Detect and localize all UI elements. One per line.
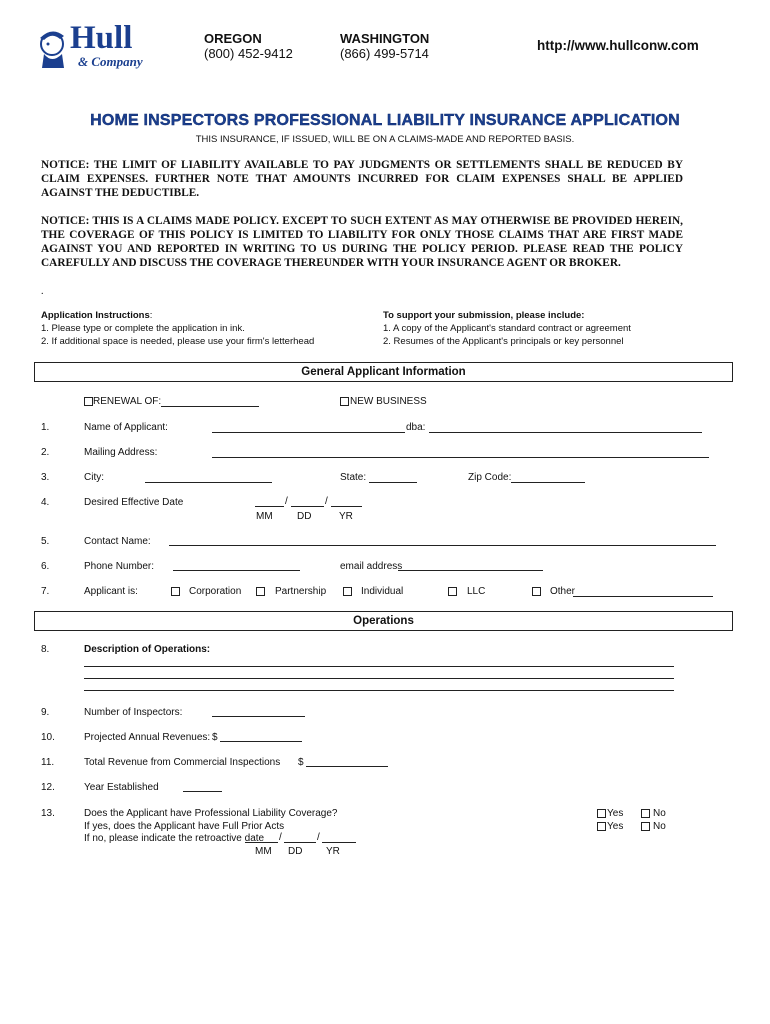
renewal-field[interactable] xyxy=(161,406,259,407)
corporation-checkbox[interactable] xyxy=(171,587,180,596)
effective-date-yr-caption: YR xyxy=(339,511,353,522)
renewal-checkbox[interactable] xyxy=(84,397,93,406)
retro-date-mm-caption: MM xyxy=(255,846,272,857)
notice-claims-made: NOTICE: THIS IS A CLAIMS MADE POLICY. EXCEPT TO SUCH EXTENT AS MAY OTHERWISE BE PROVIDED HEREIN, THE COVERAGE OF THIS POLICY IS LIMITED TO LIABILITY FOR ONLY THOSE CLAIMS THAT ARE FIRST MADE AGAINST YOU AND REPORTED IN WRITING TO US DURING THE POLICY PERIOD. PLEASE READ THE POLICY CAREFULLY AND DISCUSS THE COVERAGE THEREUNDER WITH YOUR INSURANCE AGENT OR BROKER. xyxy=(41,215,683,269)
q3-number: 3. xyxy=(41,472,50,483)
logo-subtitle: & Company xyxy=(78,54,143,69)
q8-label: Description of Operations: xyxy=(84,644,211,655)
q10-number: 10. xyxy=(41,732,55,743)
phone-number-field[interactable] xyxy=(173,570,300,571)
q1-number: 1. xyxy=(41,422,50,433)
company-logo xyxy=(34,20,159,70)
q6-number: 6. xyxy=(41,561,50,572)
individual-label: Individual xyxy=(361,586,404,597)
new-business-label: NEW BUSINESS xyxy=(350,396,427,407)
q9-label: Number of Inspectors: xyxy=(84,707,183,718)
coverage-yes-checkbox[interactable] xyxy=(597,809,606,818)
q11-number: 11. xyxy=(41,757,55,768)
state-label: State: xyxy=(340,472,367,483)
q10-dollar: $ xyxy=(212,732,218,743)
q5-label: Contact Name: xyxy=(84,536,151,547)
effective-date-yr-field[interactable] xyxy=(331,506,362,507)
retro-date-mm-field[interactable] xyxy=(245,842,278,843)
other-label: Other xyxy=(550,586,576,597)
support-heading: To support your submission, please include: xyxy=(383,310,585,321)
inspector-mascot-icon xyxy=(34,24,74,70)
effective-date-mm-caption: MM xyxy=(256,511,273,522)
corporation-label: Corporation xyxy=(189,586,242,597)
new-business-checkbox[interactable] xyxy=(340,397,349,406)
q11-dollar: $ xyxy=(298,757,304,768)
q13-line-3 xyxy=(84,833,264,844)
operations-section-title: Operations xyxy=(353,615,414,627)
page-subtitle: THIS INSURANCE, IF ISSUED, WILL BE ON A CLAIMS-MADE AND REPORTED BASIS. xyxy=(195,134,575,145)
partnership-label: Partnership xyxy=(275,586,327,597)
website-link[interactable]: http://www.hullconw.com xyxy=(537,38,699,53)
zip-code-field[interactable] xyxy=(511,482,585,483)
q11-label: Total Revenue from Commercial Inspections xyxy=(84,757,281,768)
logo-name: Hull xyxy=(70,20,133,56)
notice-dot: . xyxy=(41,286,44,297)
coverage-no-label: No xyxy=(653,808,666,819)
support-item-2: 2. Resumes of the Applicant's principals or key personnel xyxy=(383,336,624,347)
q13-number: 13. xyxy=(41,808,55,819)
effective-date-dd-caption: DD xyxy=(297,511,312,522)
q12-number: 12. xyxy=(41,782,55,793)
city-field[interactable] xyxy=(145,482,272,483)
prior-acts-yes-checkbox[interactable] xyxy=(597,822,606,831)
instructions-item-2: 2. If additional space is needed, please use your firm's letterhead xyxy=(41,336,315,347)
renewal-label: RENEWAL OF: xyxy=(93,396,162,407)
number-of-inspectors-field[interactable] xyxy=(212,716,305,717)
city-label: City: xyxy=(84,472,104,483)
q1-label: Name of Applicant: xyxy=(84,422,168,433)
q6-label: Phone Number: xyxy=(84,561,155,572)
effective-date-mm-field[interactable] xyxy=(255,506,284,507)
effective-date-dd-field[interactable] xyxy=(291,506,324,507)
q4-number: 4. xyxy=(41,497,50,508)
description-line-1[interactable] xyxy=(84,666,674,667)
general-section-header xyxy=(34,362,733,382)
retro-date-yr-caption: YR xyxy=(326,846,340,857)
dba-field[interactable] xyxy=(429,432,702,433)
dba-label: dba: xyxy=(406,422,426,433)
q7-label: Applicant is: xyxy=(84,586,138,597)
q8-number: 8. xyxy=(41,644,50,655)
instructions-heading: Application Instructions: xyxy=(41,310,153,321)
retro-date-dd-caption: DD xyxy=(288,846,303,857)
llc-checkbox[interactable] xyxy=(448,587,457,596)
q12-label: Year Established xyxy=(84,782,159,793)
retro-date-dd-field[interactable] xyxy=(284,842,316,843)
q9-number: 9. xyxy=(41,707,50,718)
individual-checkbox[interactable] xyxy=(343,587,352,596)
instructions-item-1: 1. Please type or complete the application in ink. xyxy=(41,323,245,334)
retro-date-sep-2: / xyxy=(317,832,320,843)
effective-date-sep-1: / xyxy=(285,496,288,507)
prior-acts-no-checkbox[interactable] xyxy=(641,822,650,831)
oregon-label: OREGON xyxy=(204,31,262,46)
page-title: HOME INSPECTORS PROFESSIONAL LIABILITY INSURANCE APPLICATION xyxy=(90,112,680,129)
coverage-yes-label: Yes xyxy=(607,808,624,819)
q2-label: Mailing Address: xyxy=(84,447,158,458)
email-field[interactable] xyxy=(398,570,543,571)
q7-number: 7. xyxy=(41,586,50,597)
zip-code-label: Zip Code: xyxy=(468,472,512,483)
operations-section-header xyxy=(34,611,733,631)
contact-name-field[interactable] xyxy=(169,545,716,546)
effective-date-sep-2: / xyxy=(325,496,328,507)
description-line-3[interactable] xyxy=(84,690,674,691)
q13-line-2: If yes, does the Applicant have Full Prior Acts xyxy=(84,821,285,832)
retro-date-yr-field[interactable] xyxy=(322,842,356,843)
q5-number: 5. xyxy=(41,536,50,547)
description-line-2[interactable] xyxy=(84,678,674,679)
q10-label: Projected Annual Revenues: xyxy=(84,732,211,743)
other-checkbox[interactable] xyxy=(532,587,541,596)
email-label: email address xyxy=(340,561,403,572)
mailing-address-field[interactable] xyxy=(212,457,709,458)
q2-number: 2. xyxy=(41,447,50,458)
partnership-checkbox[interactable] xyxy=(256,587,265,596)
prior-acts-yes-label: Yes xyxy=(607,821,624,832)
coverage-no-checkbox[interactable] xyxy=(641,809,650,818)
applicant-name-field[interactable] xyxy=(212,432,405,433)
oregon-phone: (800) 452-9412 xyxy=(204,46,293,61)
q13-line-1: Does the Applicant have Professional Liability Coverage? xyxy=(84,808,338,819)
notice-limit-of-liability: NOTICE: THE LIMIT OF LIABILITY AVAILABLE TO PAY JUDGMENTS OR SETTLEMENTS SHALL BE REDUCED BY CLAIM EXPENSES. FURTHER NOTE THAT AMOUNTS INCURRED FOR CLAIM EXPENSES SHALL BE APPLIED AGAINST THE DEDUCTIBLE. xyxy=(41,159,683,199)
projected-revenue-field[interactable] xyxy=(220,741,302,742)
state-field[interactable] xyxy=(369,482,417,483)
washington-label: WASHINGTON xyxy=(340,31,430,46)
prior-acts-no-label: No xyxy=(653,821,666,832)
commercial-revenue-field[interactable] xyxy=(306,766,388,767)
q4-label: Desired Effective Date xyxy=(84,497,184,508)
support-item-1: 1. A copy of the Applicant's standard contract or agreement xyxy=(383,323,631,334)
year-established-field[interactable] xyxy=(183,791,222,792)
washington-phone: (866) 499-5714 xyxy=(340,46,429,61)
q13-line-3-label: If no, please indicate the retroactive date xyxy=(84,833,265,844)
retro-date-sep-1: / xyxy=(279,832,282,843)
other-field[interactable] xyxy=(573,596,713,597)
llc-label: LLC xyxy=(467,586,486,597)
general-section-title: General Applicant Information xyxy=(301,366,466,378)
